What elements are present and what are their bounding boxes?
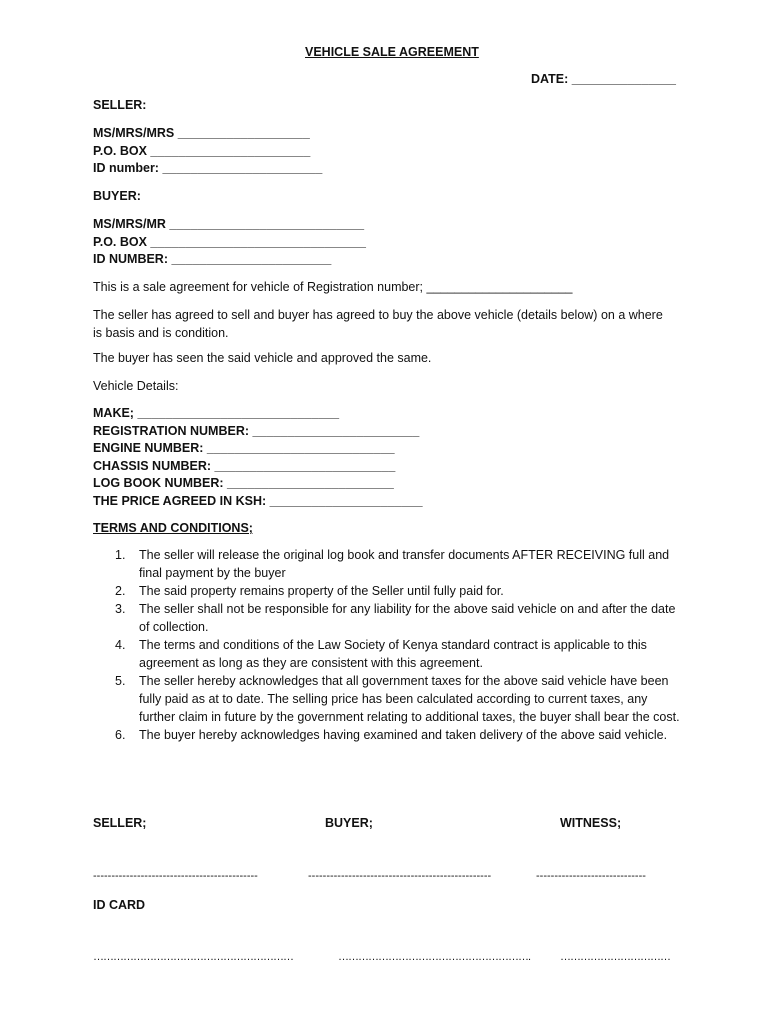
- term-item: [93, 546, 683, 582]
- registration-paragraph: This is a sale agreement for vehicle of Registration number; _____________________: [93, 280, 573, 294]
- term-item: [93, 726, 683, 744]
- term-number: 6.: [115, 728, 126, 742]
- seller-signature-line: ---------------------------------------------: [93, 870, 258, 882]
- seller-id-line: ……………………………………………………: [93, 951, 293, 963]
- terms-list: [93, 546, 683, 744]
- seller-id-field: ID number: _______________________: [93, 161, 323, 175]
- term-number: 1.: [115, 548, 126, 562]
- terms-heading: TERMS AND CONDITIONS;: [93, 521, 253, 535]
- seller-pobox-field: P.O. BOX _______________________: [93, 144, 311, 158]
- witness-id-line: ……………………………: [560, 951, 670, 963]
- buyer-signature-label: BUYER;: [325, 816, 373, 830]
- term-text: The seller will release the original log book and transfer documents AFTER RECEIVING full and final payment by the buyer: [139, 548, 670, 580]
- term-item: [93, 672, 683, 726]
- term-item: [93, 582, 683, 600]
- make-field: MAKE; _____________________________: [93, 406, 340, 420]
- engine-number-field: ENGINE NUMBER: ___________________________: [93, 441, 395, 455]
- agreement-paragraph: The seller has agreed to sell and buyer has agreed to buy the above vehicle (details below) on a where is basis and is condition.: [93, 308, 663, 340]
- chassis-number-field: CHASSIS NUMBER: __________________________: [93, 459, 396, 473]
- vehicle-details-heading: Vehicle Details:: [93, 379, 179, 393]
- seller-signature-label: SELLER;: [93, 816, 147, 830]
- buyer-heading: BUYER:: [93, 189, 141, 203]
- term-number: 4.: [115, 638, 126, 652]
- term-text: The seller shall not be responsible for any liability for the above said vehicle on and after the date of collection.: [139, 602, 676, 634]
- witness-signature-line: ------------------------------: [536, 870, 646, 882]
- term-item: [93, 636, 683, 672]
- approval-paragraph: The buyer has seen the said vehicle and approved the same.: [93, 351, 432, 365]
- seller-name-field: MS/MRS/MRS ___________________: [93, 126, 310, 140]
- buyer-name-field: MS/MRS/MR ____________________________: [93, 217, 365, 231]
- term-number: 2.: [115, 584, 126, 598]
- price-field: THE PRICE AGREED IN KSH: ______________________: [93, 494, 423, 508]
- term-item: [93, 600, 683, 636]
- term-text: The said property remains property of the Seller until fully paid for.: [139, 584, 504, 598]
- document-title: VEHICLE SALE AGREEMENT: [305, 45, 479, 59]
- buyer-signature-line: --------------------------------------------------: [308, 870, 492, 882]
- witness-signature-label: WITNESS;: [560, 816, 622, 830]
- term-number: 5.: [115, 674, 126, 688]
- term-number: 3.: [115, 602, 126, 616]
- logbook-number-field: LOG BOOK NUMBER: ________________________: [93, 476, 394, 490]
- term-text: The buyer hereby acknowledges having examined and taken delivery of the above said vehicle.: [139, 728, 668, 742]
- registration-number-field: REGISTRATION NUMBER: ________________________: [93, 424, 420, 438]
- id-card-label: ID CARD: [93, 898, 146, 912]
- term-text: The terms and conditions of the Law Society of Kenya standard contract is applicable to this agreement as long as they are consistent with this agreement.: [139, 638, 647, 670]
- buyer-id-field: ID NUMBER: _______________________: [93, 252, 332, 266]
- buyer-id-line: ………………………………………………….: [338, 951, 531, 963]
- buyer-pobox-field: P.O. BOX _______________________________: [93, 235, 366, 249]
- term-text: The seller hereby acknowledges that all government taxes for the above said vehicle have been fully paid as at to date. The selling price has been calculated according to current taxes, any further claim in future by the government relating to additional taxes, the buyer shall bear the cost.: [139, 674, 680, 724]
- date-field: DATE: _______________: [531, 72, 677, 86]
- seller-heading: SELLER:: [93, 98, 147, 112]
